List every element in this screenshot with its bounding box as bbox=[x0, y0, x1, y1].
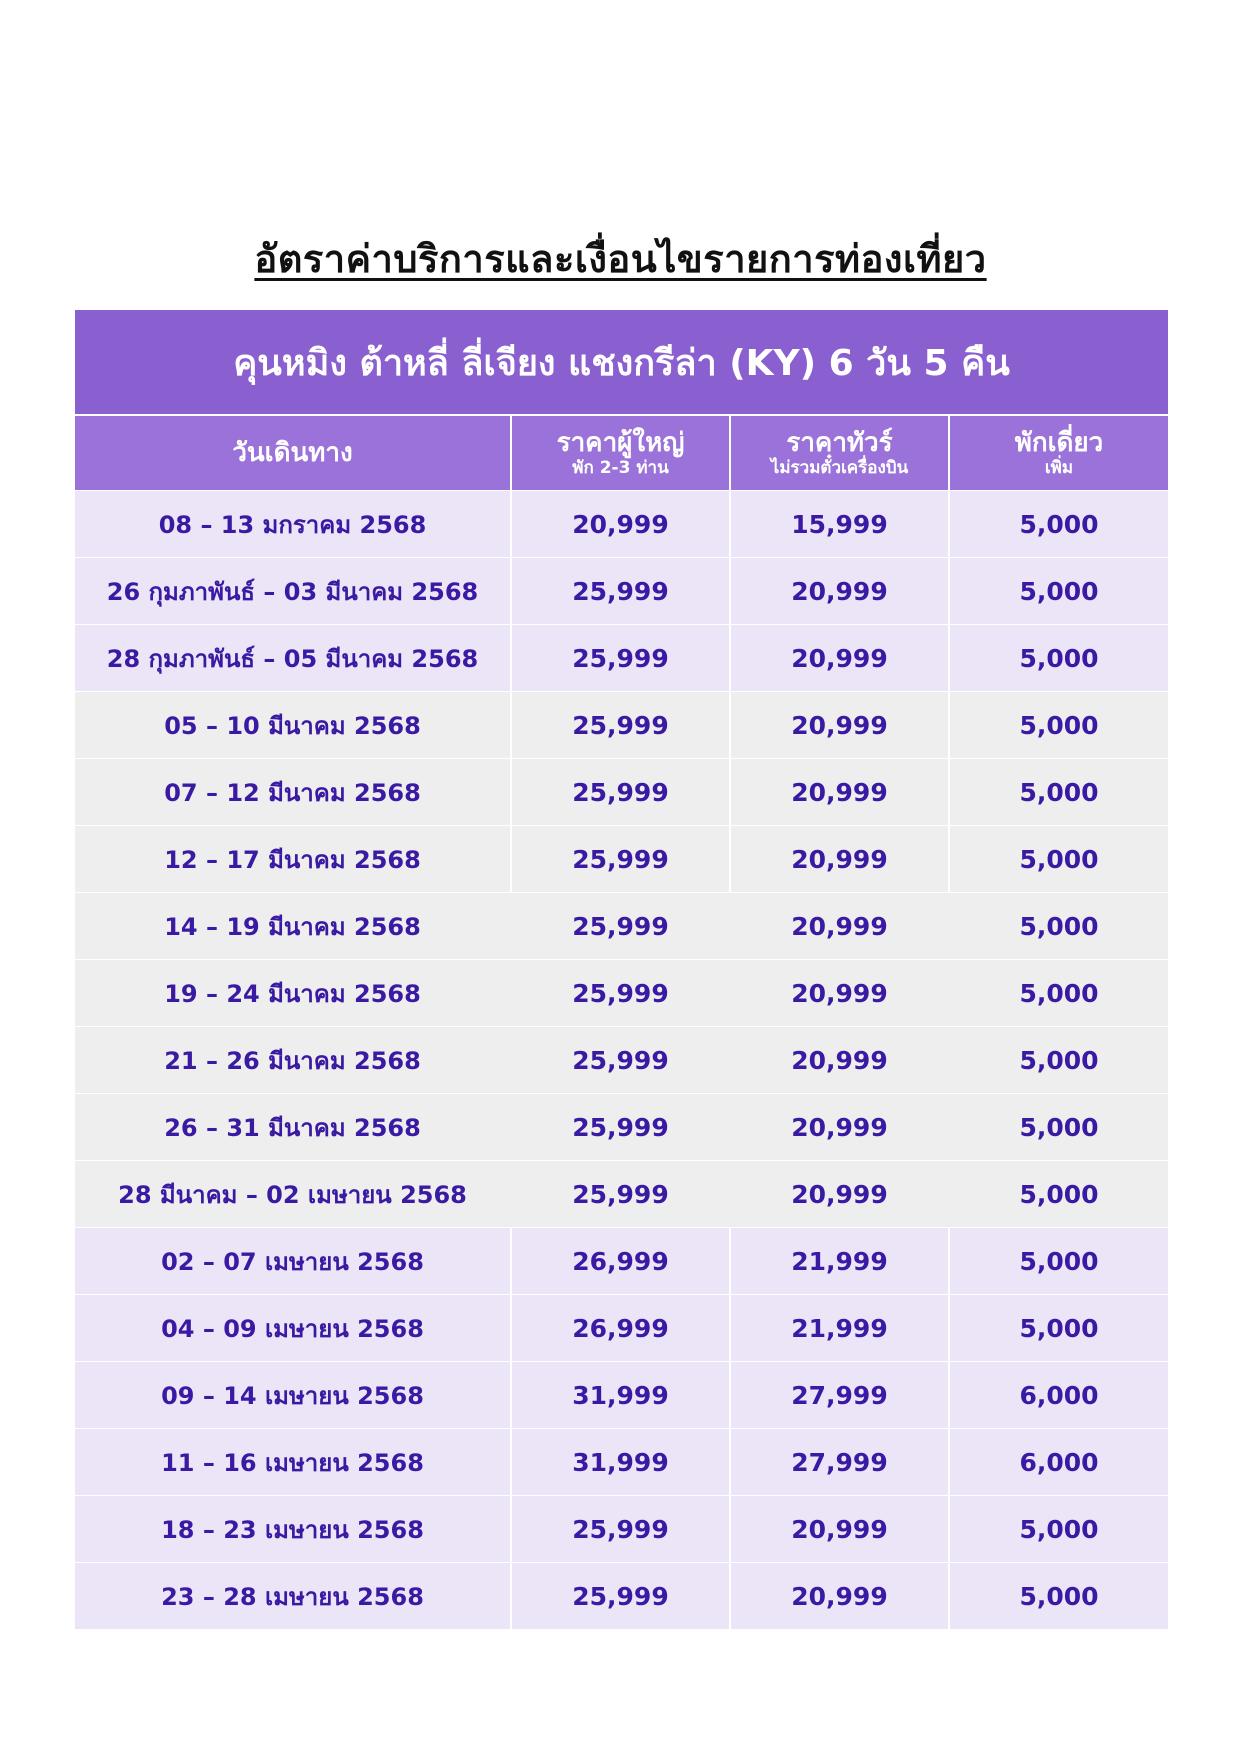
table-row bbox=[75, 1562, 1168, 1629]
adult-price-cell: 25,999 bbox=[512, 1496, 731, 1562]
header-tour-price bbox=[731, 416, 950, 490]
table-row bbox=[75, 1160, 1168, 1227]
table-body bbox=[75, 490, 1168, 1629]
date-cell: 21 – 26 มีนาคม 2568 bbox=[164, 1046, 421, 1075]
adult-price-cell: 25,999 bbox=[512, 1563, 731, 1629]
single-supplement-cell: 5,000 bbox=[1019, 1045, 1099, 1075]
tour-price-cell: 27,999 bbox=[731, 1429, 950, 1495]
header-single-sub: เพิ่ม bbox=[1044, 458, 1074, 478]
adult-price-cell: 25,999 bbox=[572, 1045, 669, 1075]
date-cell: 02 – 07 เมษายน 2568 bbox=[75, 1228, 512, 1294]
header-single-label: พักเดี่ยว bbox=[1014, 428, 1104, 458]
adult-price-cell: 25,999 bbox=[512, 558, 731, 624]
table-row bbox=[75, 490, 1168, 557]
adult-price-cell: 20,999 bbox=[512, 491, 731, 557]
price-table bbox=[75, 310, 1168, 1629]
header-date bbox=[75, 416, 512, 490]
adult-price-cell: 25,999 bbox=[572, 1179, 669, 1209]
date-cell: 26 กุมภาพันธ์ – 03 มีนาคม 2568 bbox=[75, 558, 512, 624]
single-supplement-cell: 5,000 bbox=[1019, 911, 1099, 941]
date-cell: 07 – 12 มีนาคม 2568 bbox=[75, 759, 512, 825]
tour-price-cell: 20,999 bbox=[791, 1112, 888, 1142]
table-row bbox=[75, 691, 1168, 758]
single-supplement-cell: 5,000 bbox=[1019, 844, 1099, 874]
single-supplement-cell: 5,000 bbox=[1019, 1514, 1099, 1544]
single-supplement-cell: 5,000 bbox=[1019, 1581, 1099, 1611]
date-cell: 09 – 14 เมษายน 2568 bbox=[75, 1362, 512, 1428]
adult-price-cell: 26,999 bbox=[512, 1295, 731, 1361]
header-date-label: วันเดินทาง bbox=[232, 438, 353, 468]
single-supplement-cell: 5,000 bbox=[1019, 777, 1099, 807]
table-row bbox=[75, 1495, 1168, 1562]
tour-price-cell: 15,999 bbox=[731, 491, 950, 557]
table-row bbox=[75, 1361, 1168, 1428]
single-supplement-cell: 5,000 bbox=[1019, 1313, 1099, 1343]
adult-price-cell: 26,999 bbox=[512, 1228, 731, 1294]
date-cell: 19 – 24 มีนาคม 2568 bbox=[164, 979, 421, 1008]
date-cell: 28 กุมภาพันธ์ – 05 มีนาคม 2568 bbox=[75, 625, 512, 691]
tour-price-cell: 20,999 bbox=[731, 692, 950, 758]
tour-price-cell: 27,999 bbox=[731, 1362, 950, 1428]
adult-price-cell: 25,999 bbox=[512, 625, 731, 691]
date-cell: 05 – 10 มีนาคม 2568 bbox=[75, 692, 512, 758]
date-cell: 26 – 31 มีนาคม 2568 bbox=[164, 1113, 421, 1142]
tour-price-cell: 20,999 bbox=[731, 759, 950, 825]
date-cell: 11 – 16 เมษายน 2568 bbox=[75, 1429, 512, 1495]
tour-price-cell: 20,999 bbox=[731, 826, 950, 892]
table-row bbox=[75, 1294, 1168, 1361]
tour-title: คุนหมิง ต้าหลี่ ลี่เจียง แชงกรีล่า (KY) 6 วัน 5 คืน bbox=[75, 310, 1168, 414]
table-row bbox=[75, 892, 1168, 959]
single-supplement-cell: 5,000 bbox=[1019, 509, 1099, 539]
single-supplement-cell: 5,000 bbox=[1019, 1179, 1099, 1209]
tour-price-cell: 20,999 bbox=[791, 1179, 888, 1209]
date-cell: 18 – 23 เมษายน 2568 bbox=[75, 1496, 512, 1562]
table-row bbox=[75, 557, 1168, 624]
table-row bbox=[75, 1093, 1168, 1160]
tour-price-cell: 20,999 bbox=[731, 1496, 950, 1562]
date-cell: 04 – 09 เมษายน 2568 bbox=[75, 1295, 512, 1361]
tour-price-cell: 20,999 bbox=[791, 911, 888, 941]
single-supplement-cell: 5,000 bbox=[1019, 1246, 1099, 1276]
date-cell: 14 – 19 มีนาคม 2568 bbox=[164, 912, 421, 941]
adult-price-cell: 25,999 bbox=[512, 759, 731, 825]
adult-price-cell: 25,999 bbox=[512, 692, 731, 758]
table-row bbox=[75, 1428, 1168, 1495]
page-title: อัตราค่าบริการและเงื่อนไขรายการท่องเที่ยว bbox=[254, 237, 987, 281]
tour-price-cell: 20,999 bbox=[731, 625, 950, 691]
date-cell: 28 มีนาคม – 02 เมษายน 2568 bbox=[118, 1180, 467, 1209]
date-cell: 12 – 17 มีนาคม 2568 bbox=[75, 826, 512, 892]
table-row bbox=[75, 1026, 1168, 1093]
table-header-row bbox=[75, 414, 1168, 490]
single-supplement-cell: 5,000 bbox=[1019, 1112, 1099, 1142]
header-tour-sub: ไม่รวมตั๋วเครื่องบิน bbox=[770, 458, 909, 478]
single-supplement-cell: 5,000 bbox=[1019, 710, 1099, 740]
adult-price-cell: 25,999 bbox=[512, 826, 731, 892]
single-supplement-cell: 6,000 bbox=[1019, 1380, 1099, 1410]
header-single-supplement bbox=[950, 416, 1168, 490]
tour-price-cell: 20,999 bbox=[731, 558, 950, 624]
tour-price-cell: 21,999 bbox=[731, 1228, 950, 1294]
table-row bbox=[75, 959, 1168, 1026]
single-supplement-cell: 6,000 bbox=[1019, 1447, 1099, 1477]
header-adult-sub: พัก 2-3 ท่าน bbox=[572, 458, 669, 478]
tour-price-cell: 21,999 bbox=[731, 1295, 950, 1361]
adult-price-cell: 31,999 bbox=[512, 1429, 731, 1495]
header-tour-label: ราคาทัวร์ bbox=[786, 428, 893, 458]
header-adult-label: ราคาผู้ใหญ่ bbox=[556, 428, 685, 458]
table-row bbox=[75, 758, 1168, 825]
tour-price-cell: 20,999 bbox=[731, 1563, 950, 1629]
single-supplement-cell: 5,000 bbox=[1019, 576, 1099, 606]
header-adult-price bbox=[512, 416, 731, 490]
tour-price-cell: 20,999 bbox=[791, 1045, 888, 1075]
table-row bbox=[75, 825, 1168, 892]
adult-price-cell: 25,999 bbox=[572, 911, 669, 941]
table-row bbox=[75, 1227, 1168, 1294]
adult-price-cell: 25,999 bbox=[572, 1112, 669, 1142]
single-supplement-cell: 5,000 bbox=[1019, 978, 1099, 1008]
single-supplement-cell: 5,000 bbox=[1019, 643, 1099, 673]
date-cell: 08 – 13 มกราคม 2568 bbox=[75, 491, 512, 557]
tour-price-cell: 20,999 bbox=[791, 978, 888, 1008]
adult-price-cell: 31,999 bbox=[512, 1362, 731, 1428]
table-row bbox=[75, 624, 1168, 691]
date-cell: 23 – 28 เมษายน 2568 bbox=[75, 1563, 512, 1629]
adult-price-cell: 25,999 bbox=[572, 978, 669, 1008]
